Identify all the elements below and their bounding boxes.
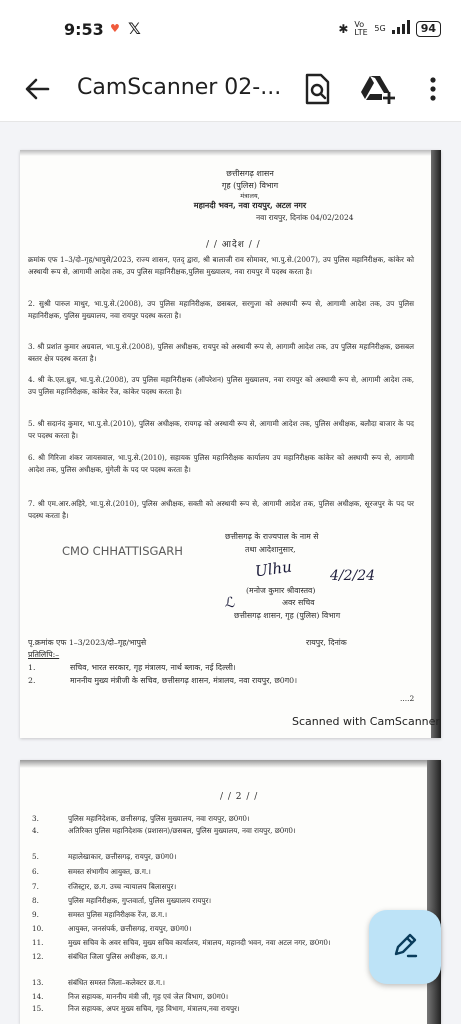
status-time: 9:53 bbox=[64, 20, 104, 39]
scan-edge-shadow bbox=[427, 760, 441, 1024]
order-paragraph: क्रमांक एफ 1–3/दो–गृह/भापुसे/2023, राज्य शासन, एतद् द्वारा, श्री बालाजी राव सोमावर, भा.पु.से.(2007), उप पुलिस महानिरीक्षक, कांकेर को अस्थायी रूप से, आगामी आदेश तक, उप पुलिस महानिरीक्षक,पुलिस मुख्यालय, नवा रायपुर में पदस्थ करता है। bbox=[28, 255, 414, 276]
order-paragraph: 7. श्री एम.आर.अहिरे, भा.पु.से.(2010), पुलिस अधीक्षक, सक्ती को अस्थायी रूप से, आगामी आदेश तक, पुलिस अधीक्षक, सूरजपुर के पद पर पदस्थ करता है। bbox=[28, 499, 414, 520]
page-2-title: / / 2 / / bbox=[220, 792, 259, 802]
header-line: मंत्रालय, bbox=[240, 192, 260, 200]
back-arrow-icon[interactable] bbox=[20, 72, 54, 106]
cmo-watermark: CMO CHHATTISGARH bbox=[62, 544, 183, 558]
governor-line: तथा आदेशानुसार, bbox=[245, 545, 296, 554]
signatory-name: (मनोज कुमार श्रीवास्तव) bbox=[246, 586, 316, 595]
order-paragraph: 2. सुश्री पारुल माथुर, भा.पु.से.(2008), उप पुलिस महानिरीक्षक, छसबल, सरगुजा को अस्थायी रूप से, आगामी आदेश तक, उप पुलिस महानिरीक्षक, पुलिस मुख्यालय, नवा रायपुर पदस्थ करता है। bbox=[28, 299, 414, 320]
network-label: 5G bbox=[374, 24, 386, 33]
copy-item: 2. माननीय मुख्य मंत्रीजी के सचिव, छत्तीसगढ़ शासन, मंत्रालय, नवा रायपुर, छ0ग0। bbox=[28, 676, 298, 685]
header-line: गृह (पुलिस) विभाग bbox=[221, 181, 279, 190]
signatory-post: अवर सचिव bbox=[282, 598, 315, 607]
x-app-icon: 𝕏 bbox=[128, 19, 141, 38]
copy-item: 8. पुलिस महानिरीक्षक, गुप्तवार्ता, पुलिस मुख्यालय रायपुर। bbox=[32, 896, 212, 905]
endorsement-number: पृ.क्रमांक एफ 1–3/2023/दो–गृह/भापुसे bbox=[28, 638, 147, 647]
signal-icon bbox=[392, 20, 410, 37]
battery-indicator: 94 bbox=[416, 21, 441, 37]
copy-item: 9. समस्त पुलिस महानिरीक्षक रेंज, छ.ग.। bbox=[32, 910, 168, 919]
edit-pen-icon bbox=[390, 930, 420, 964]
continued-marker: ....2 bbox=[400, 694, 415, 703]
copy-item: 13. संबंधित समस्त जिला–कलेक्टर छ.ग.। bbox=[32, 978, 166, 987]
document-page-2 bbox=[20, 760, 441, 1024]
copy-item: 5. महालेखाकार, छत्तीसगढ़, रायपुर, छ0ग0। bbox=[32, 852, 177, 861]
copy-item: 4. अतिरिक्त पुलिस महानिदेशक (प्रशासन)/छसबल, पुलिस मुख्यालय, नवा रायपुर, छ0ग0। bbox=[32, 826, 296, 835]
heart-notification-icon: ♥ bbox=[110, 22, 120, 35]
copy-item: 10. आयुक्त, जनसंपर्क, छत्तीसगढ़, रायपुर, छ0ग0। bbox=[32, 924, 192, 933]
copy-item: 14. निज सहायक, माननीय मंत्री जी, गृह एवं जेल विभाग, छ0ग0। bbox=[32, 992, 229, 1001]
header-line: छत्तीसगढ़ शासन bbox=[226, 169, 274, 178]
order-title: / / आदेश / / bbox=[206, 240, 261, 250]
more-vert-icon[interactable] bbox=[421, 74, 445, 104]
copy-item: 12. संबंधित जिला पुलिस अधीक्षक, छ.ग.। bbox=[32, 952, 168, 961]
copy-item: 7. रजिस्ट्रार, छ.ग. उच्च न्यायालय बिलासपुर। bbox=[32, 882, 177, 891]
camscanner-footer: Scanned with CamScanner bbox=[292, 715, 440, 728]
endorsement-place: रायपुर, दिनांक bbox=[306, 638, 347, 647]
copy-item: 15. निज सहायक, अपर मुख्य सचिव, गृह विभाग, मंत्रालय,नवा रायपुर। bbox=[32, 1004, 240, 1013]
initials-mark: ℒ bbox=[225, 595, 236, 611]
scan-edge-shadow bbox=[431, 150, 441, 738]
app-bar bbox=[0, 56, 461, 122]
google-lens-icon[interactable] bbox=[302, 72, 332, 106]
signatory-dept: छत्तीसगढ़ शासन, गृह (पुलिस) विभाग bbox=[234, 611, 341, 620]
document-page-1 bbox=[20, 150, 441, 738]
copy-item: 11. मुख्य सचिव के अवर सचिव, मुख्य सचिव कार्यालय, मंत्रालय, महानदी भवन, नवा अटल नगर, छ0ग0। bbox=[32, 938, 331, 947]
copy-item: 3. पुलिस महानिदेशक, छत्तीसगढ़, पुलिस मुख्यालय, नवा रायपुर, छ0ग0। bbox=[32, 814, 250, 823]
governor-line: छत्तीसगढ़ के राज्यपाल के नाम से bbox=[225, 532, 319, 541]
copy-to-label: प्रतिलिपि:– bbox=[28, 650, 60, 659]
status-bar bbox=[0, 0, 461, 56]
order-paragraph: 6. श्री गिरिजा शंकर जायसवाल, भा.पु.से.(2010), सहायक पुलिस महानिरीक्षक कार्यालय उप महानिरीक्षक कांकेर को अस्थायी रूप से, आगामी आदेश तक, पुलिस अधीक्षक, मुंगेली के पद पर पदस्थ करता है। bbox=[28, 453, 414, 474]
order-paragraph: 3. श्री प्रशांत कुमार अग्रवाल, भा.पु.से.(2008), पुलिस अधीक्षक, रायपुर को अस्थायी रूप से, आगामी आदेश तक, उप पुलिस महानिरीक्षक, छसबल बस्तर क्षेत्र पदस्थ करता है। bbox=[28, 342, 414, 363]
drive-add-icon[interactable] bbox=[360, 74, 396, 104]
edit-fab-button[interactable] bbox=[369, 910, 441, 984]
order-paragraph: 4. श्री के.एल.ध्रुव, भा.पु.से.(2008), उप पुलिस महानिरीक्षक (ऑपरेशन) पुलिस मुख्यालय, नवा रायपुर को अस्थायी रूप से, आगामी आदेश तक, उप पुलिस महानिरीक्षक, कांकेर रेंज, कांकेर पदस्थ करता है। bbox=[28, 375, 414, 396]
order-paragraph: 5. श्री सदानंद कुमार, भा.पु.से.(2010), पुलिस अधीक्षक, रायगढ़ को अस्थायी रूप से, आगामी आदेश तक, पुलिस अधीक्षक, बलौदा बाजार के पद पर पदस्थ करता है। bbox=[28, 419, 414, 440]
copy-item: 1. सचिव, भारत सरकार, गृह मंत्रालय, नार्थ ब्लाक, नई दिल्ली। bbox=[28, 663, 236, 672]
header-line: महानदी भवन, नवा रायपुर, अटल नगर bbox=[193, 200, 307, 210]
bluetooth-icon: ✱ bbox=[338, 21, 349, 36]
order-date: नवा रायपुर, दिनांक 04/02/2024 bbox=[256, 213, 354, 222]
copy-item: 6. समस्त संभागीय आयुक्त, छ.ग.। bbox=[32, 867, 151, 876]
signature-date: 4/2/24 bbox=[330, 568, 376, 584]
status-indicators bbox=[338, 20, 441, 37]
handwritten-signature: Ulhu bbox=[253, 557, 293, 581]
volte-label: Vo LTE bbox=[354, 19, 368, 37]
document-title: CamScanner 02-... bbox=[77, 75, 282, 100]
